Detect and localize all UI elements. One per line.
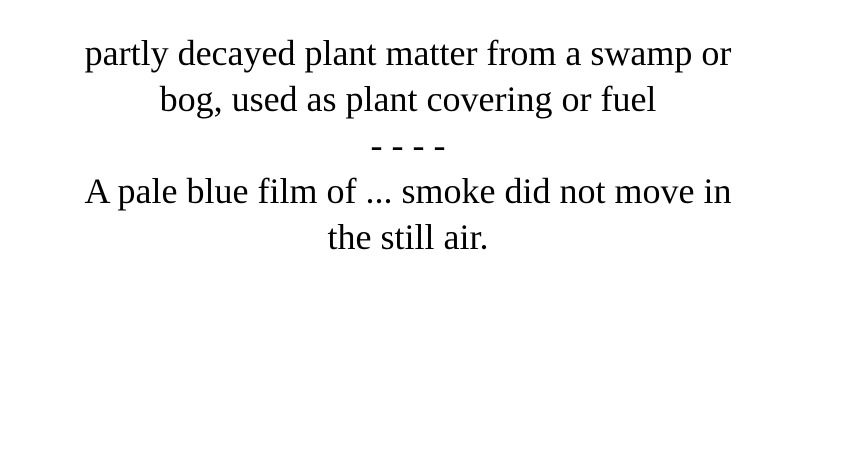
example-line: the still air. <box>327 217 489 257</box>
definition-text <box>0 30 816 122</box>
example-sentence <box>0 168 816 260</box>
separator-text: - - - - <box>370 125 446 165</box>
definition-line: bog, used as plant covering or fuel <box>159 79 657 119</box>
example-line: A pale blue film of ... smoke did not move in <box>84 171 732 211</box>
separator <box>0 122 816 168</box>
definition-line: partly decayed plant matter from a swamp or <box>84 33 732 73</box>
